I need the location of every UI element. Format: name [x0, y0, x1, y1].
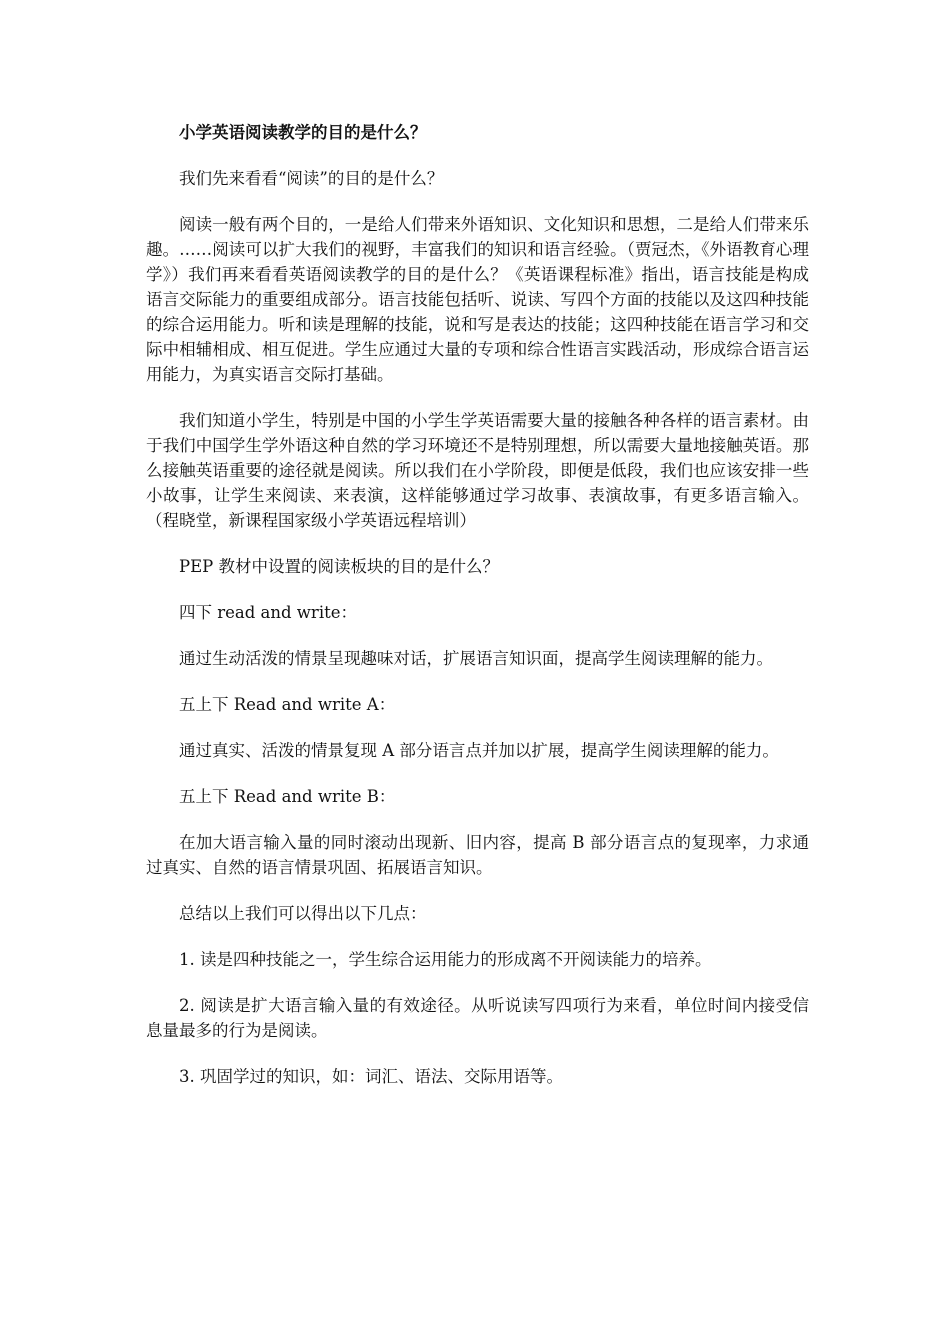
- paragraph-reading-purpose: 阅读一般有两个目的，一是给人们带来外语知识、文化知识和思想，二是给人们带来乐趣。……阅读可以扩大我们的视野，丰富我们的知识和语言经验。（贾冠杰，《外语教育心理学》）我们再来看看英语阅读教学的目的是什么？《英语课程标准》指出，语言技能是构成语言交际能力的重要组成部分。语言技能包括听、说读、写四个方面的技能以及这四种技能的综合运用能力。听和读是理解的技能，说和写是表达的技能；这四种技能在语言学习和交际中相辅相成、相互促进。学生应通过大量的专项和综合性语言实践活动，形成综合语言运用能力，为真实语言交际打基础。: [146, 215, 809, 384]
- list-item-3: 3. 巩固学过的知识，如：词汇、语法、交际用语等。: [179, 1067, 563, 1086]
- list-item-1: 1. 读是四种技能之一，学生综合运用能力的形成离不开阅读能力的培养。: [179, 950, 712, 969]
- paragraph-summary-intro: 总结以上我们可以得出以下几点：: [179, 904, 427, 923]
- heading-grade5-read-write-b: 五上下 Read and write B：: [179, 787, 396, 806]
- document-title: 小学英语阅读教学的目的是什么？: [179, 123, 427, 142]
- heading-grade4-read-write: 四下 read and write：: [179, 603, 357, 622]
- paragraph-grade5a-goal: 通过真实、活泼的情景复现 A 部分语言点并加以扩展，提高学生阅读理解的能力。: [179, 741, 779, 760]
- paragraph-pep-question: PEP 教材中设置的阅读板块的目的是什么？: [179, 557, 499, 576]
- paragraph-grade4-goal: 通过生动活泼的情景呈现趣味对话，扩展语言知识面，提高学生阅读理解的能力。: [179, 649, 773, 668]
- paragraph-intro-question: 我们先来看看“阅读”的目的是什么？: [179, 169, 444, 188]
- heading-grade5-read-write-a: 五上下 Read and write A：: [179, 695, 396, 714]
- paragraph-grade5b-goal: 在加大语言输入量的同时滚动出现新、旧内容，提高 B 部分语言点的复现率，力求通过真实、自然的语言情景巩固、拓展语言知识。: [146, 833, 809, 877]
- paragraph-primary-students: 我们知道小学生，特别是中国的小学生学英语需要大量的接触各种各样的语言素材。由于我们中国学生学外语这种自然的学习环境还不是特别理想，所以需要大量地接触英语。那么接触英语重要的途径就是阅读。所以我们在小学阶段，即便是低段，我们也应该安排一些小故事，让学生来阅读、来表演，这样能够通过学习故事、表演故事，有更多语言输入。（程晓堂，新课程国家级小学英语远程培训）: [146, 411, 809, 530]
- document-body: [146, 120, 809, 1110]
- list-item-2: 2. 阅读是扩大语言输入量的有效途径。从听说读写四项行为来看，单位时间内接受信息量最多的行为是阅读。: [146, 996, 809, 1040]
